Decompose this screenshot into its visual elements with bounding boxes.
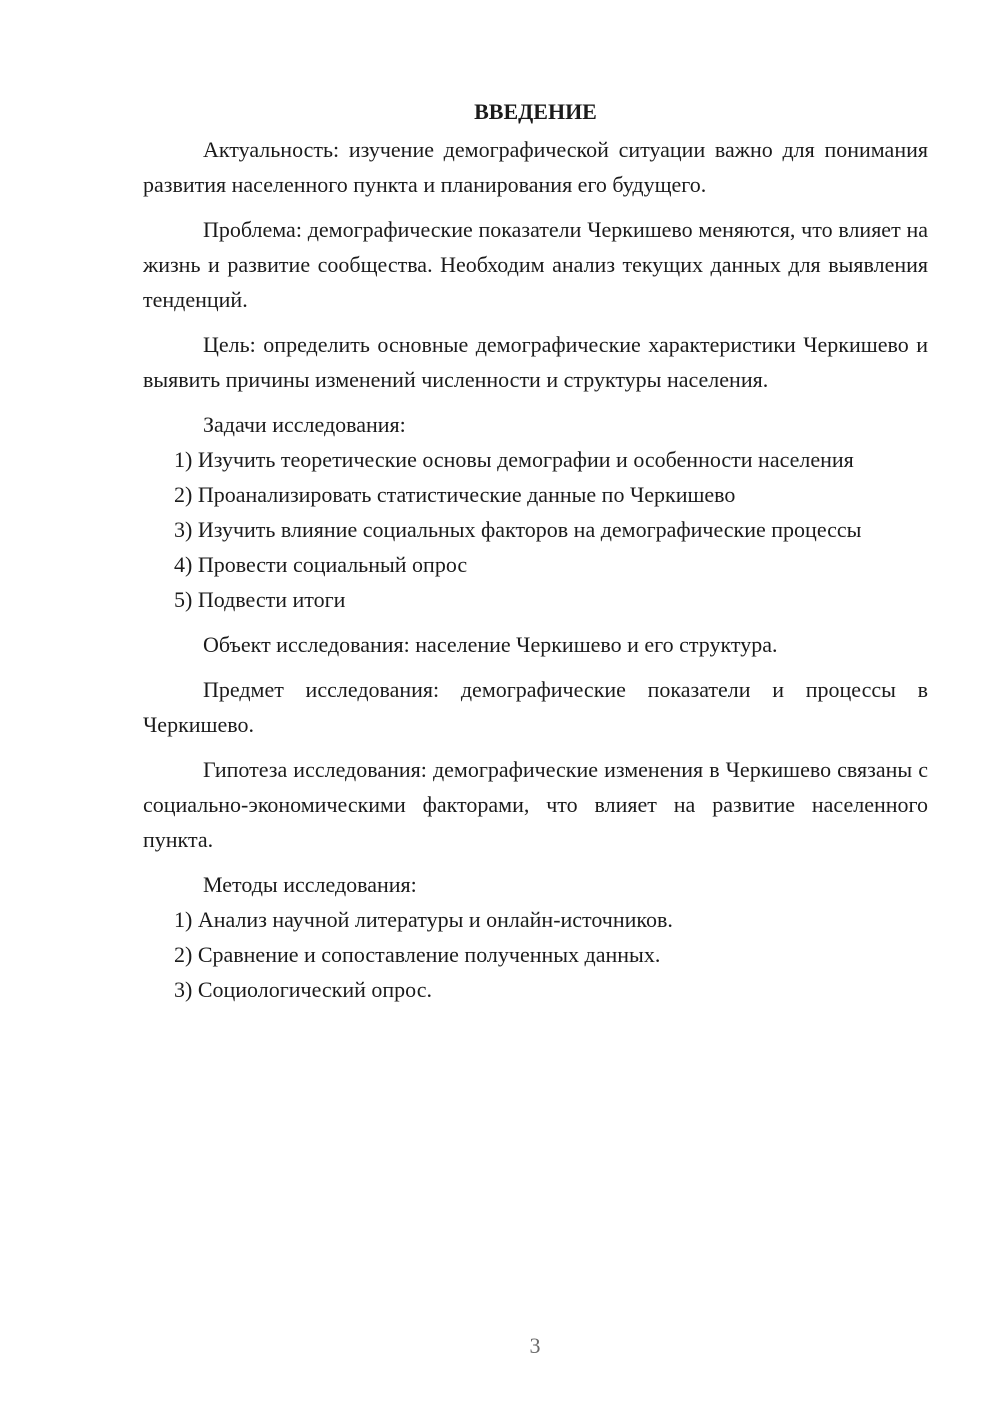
relevance-paragraph: Актуальность: изучение демографической ситуации важно для понимания развития населенного пункта и планирования его будущего. (143, 137, 928, 197)
method-item-3: 3) Социологический опрос. (174, 977, 432, 1002)
methods-heading: Методы исследования: (203, 872, 417, 897)
task-item-3: 3) Изучить влияние социальных факторов на демографические процессы (174, 517, 862, 542)
task-item-2: 2) Проанализировать статистические данные по Черкишево (174, 482, 736, 507)
object-paragraph: Объект исследования: население Черкишево и его структура. (203, 632, 778, 657)
method-item-1: 1) Анализ научной литературы и онлайн-источников. (174, 907, 673, 932)
page-title: ВВЕДЕНИЕ (474, 99, 597, 124)
task-item-1: 1) Изучить теоретические основы демографии и особенности населения (174, 447, 854, 472)
task-item-5: 5) Подвести итоги (174, 587, 346, 612)
task-item-4: 4) Провести социальный опрос (174, 552, 468, 577)
tasks-heading: Задачи исследования: (203, 412, 406, 437)
subject-paragraph: Предмет исследования: демографические показатели и процессы в Черкишево. (143, 677, 928, 737)
page-content (143, 94, 928, 1007)
goal-paragraph: Цель: определить основные демографические характеристики Черкишево и выявить причины изменений численности и структуры населения. (143, 332, 928, 392)
problem-paragraph: Проблема: демографические показатели Черкишево меняются, что влияет на жизнь и развитие сообщества. Необходим анализ текущих данных для выявления тенденций. (143, 217, 928, 312)
method-item-2: 2) Сравнение и сопоставление полученных данных. (174, 942, 661, 967)
page-number: 3 (529, 1333, 541, 1358)
hypothesis-paragraph: Гипотеза исследования: демографические изменения в Черкишево связаны с социально-экономическими факторами, что влияет на развитие населенного пункта. (143, 757, 928, 852)
